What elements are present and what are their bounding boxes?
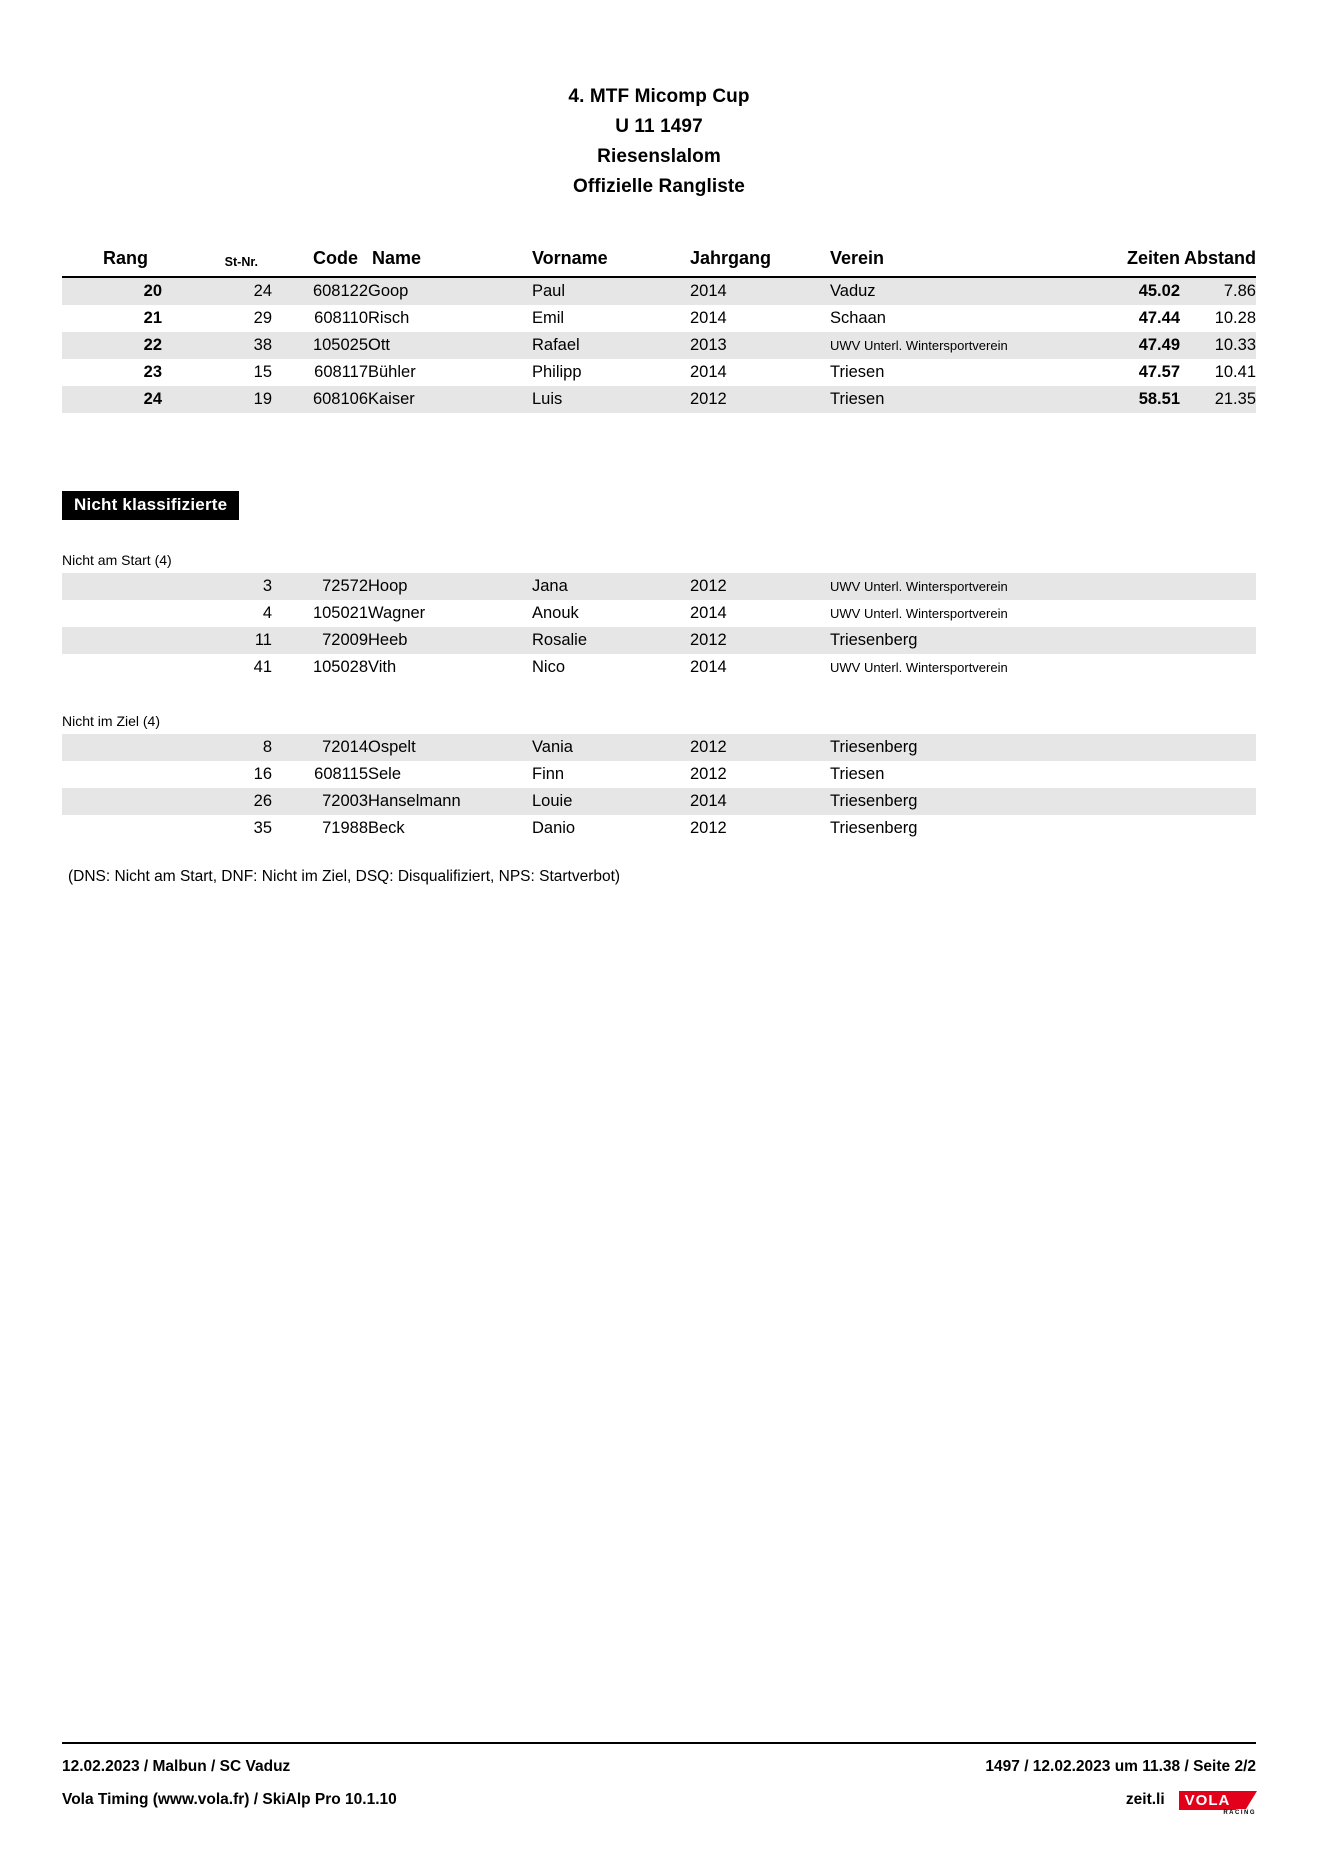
cell-stnr: 11: [162, 627, 272, 654]
cell-name: Kaiser: [368, 386, 532, 413]
cell-rang: [62, 573, 162, 600]
cell-verein: UWV Unterl. Wintersportverein: [830, 332, 1090, 359]
cell-code: 72014: [272, 734, 368, 761]
results-table: [62, 248, 1256, 413]
cell-vorname: Philipp: [532, 363, 582, 381]
vola-logo-icon: [1179, 1780, 1256, 1820]
cell-code: 72003: [272, 788, 368, 815]
cell-rang: [62, 734, 162, 761]
table-row: [62, 573, 1256, 600]
cell-abstand: [1180, 815, 1256, 842]
cell-stnr: 41: [253, 658, 272, 676]
column-header-abstand: Abstand: [1180, 248, 1256, 277]
cell-abstand: [1180, 627, 1256, 654]
cell-name: Risch: [368, 309, 410, 327]
results-table-header: [62, 248, 1256, 277]
cell-jahrgang: 2014: [690, 604, 727, 622]
cell-rang: [62, 788, 162, 815]
cell-code: 608122: [272, 277, 368, 305]
unclassified-section: [62, 491, 1256, 520]
cell-abstand: 21.35: [1180, 386, 1256, 413]
cell-verein: Triesenberg: [830, 627, 1090, 654]
cell-jahrgang: 2012: [690, 573, 830, 600]
page-title: [62, 0, 1256, 202]
footer-divider: [62, 1742, 1256, 1744]
cell-vorname: Jana: [532, 573, 690, 600]
legend-text: (DNS: Nicht am Start, DNF: Nicht im Ziel, DSQ: Disqualifiziert, NPS: Startverbot): [68, 868, 621, 885]
cell-rang: 20: [62, 277, 162, 305]
unclassified-groups: [62, 552, 1256, 842]
cell-code: 72009: [272, 627, 368, 654]
footer-page-info: 1497 / 12.02.2023 um 11.38 / Seite 2/2: [985, 1758, 1256, 1775]
cell-code: 71988: [322, 819, 368, 837]
cell-zeiten: [1090, 788, 1180, 815]
cell-stnr: 15: [253, 363, 272, 381]
cell-vorname: Danio: [532, 819, 576, 837]
cell-name: Bühler: [368, 363, 416, 381]
cell-zeiten: [1090, 627, 1180, 654]
cell-jahrgang: 2012: [690, 627, 830, 654]
cell-zeiten: 58.51: [1090, 386, 1180, 413]
column-header-rang: Rang: [62, 248, 162, 277]
title-line-4: Offizielle Rangliste: [573, 176, 745, 197]
cell-name: Wagner: [368, 604, 426, 622]
cell-verein: Vaduz: [830, 277, 1090, 305]
cell-stnr: 26: [162, 788, 272, 815]
cell-verein: UWV Unterl. Wintersportverein: [830, 660, 1008, 675]
cell-code: 608110: [314, 309, 368, 327]
cell-rang: 22: [62, 332, 162, 359]
cell-jahrgang: 2014: [690, 309, 727, 327]
cell-vorname: Paul: [532, 277, 690, 305]
table-row: [62, 788, 1256, 815]
cell-vorname: Nico: [532, 658, 566, 676]
cell-name: Ott: [368, 332, 532, 359]
cell-verein: Triesen: [830, 363, 885, 381]
cell-verein: Triesenberg: [830, 788, 1090, 815]
cell-rang: [62, 600, 162, 627]
cell-abstand: [1180, 734, 1256, 761]
table-row: [62, 815, 1256, 842]
cell-abstand: 10.28: [1214, 309, 1256, 327]
column-header-jahrgang: Jahrgang: [690, 248, 830, 277]
cell-zeiten: [1090, 654, 1180, 681]
column-header-zeiten: Zeiten: [1090, 248, 1180, 277]
cell-abstand: [1180, 788, 1256, 815]
cell-code: 105025: [272, 332, 368, 359]
results-table-body: [62, 277, 1256, 413]
cell-rang: 24: [62, 386, 162, 413]
cell-zeiten: 47.49: [1090, 332, 1180, 359]
cell-abstand: 7.86: [1180, 277, 1256, 305]
footer-row-top: [62, 1754, 1256, 1780]
cell-zeiten: [1090, 600, 1180, 627]
group-title: Nicht im Ziel (4): [62, 713, 161, 729]
cell-name: Sele: [368, 765, 402, 783]
table-row: [62, 277, 1256, 305]
cell-code: 608106: [272, 386, 368, 413]
cell-zeiten: 45.02: [1090, 277, 1180, 305]
cell-jahrgang: 2014: [690, 363, 727, 381]
cell-vorname: Louie: [532, 788, 690, 815]
table-row: [62, 734, 1256, 761]
cell-code: 105028: [312, 658, 368, 676]
cell-stnr: 4: [262, 604, 272, 622]
cell-zeiten: [1090, 815, 1180, 842]
cell-zeiten: [1090, 734, 1180, 761]
column-header-verein: Verein: [830, 248, 1090, 277]
cell-stnr: 8: [162, 734, 272, 761]
cell-rang: 21: [143, 309, 162, 327]
cell-stnr: 19: [162, 386, 272, 413]
cell-vorname: Finn: [532, 765, 565, 783]
table-row: [62, 761, 1256, 788]
cell-verein: Triesenberg: [830, 819, 918, 837]
cell-vorname: Emil: [532, 309, 565, 327]
cell-jahrgang: 2014: [690, 658, 727, 676]
cell-rang: [62, 627, 162, 654]
footer-event-info: 12.02.2023 / Malbun / SC Vaduz: [62, 1758, 291, 1775]
table-row: [62, 332, 1256, 359]
cell-verein: Triesen: [830, 386, 1090, 413]
cell-rang: [62, 654, 162, 681]
cell-name: Heeb: [368, 627, 532, 654]
cell-abstand: 10.33: [1180, 332, 1256, 359]
table-row: [62, 359, 1256, 386]
cell-stnr: 29: [253, 309, 272, 327]
column-header-code: Code: [272, 248, 368, 277]
group-title: Nicht am Start (4): [62, 552, 172, 568]
cell-vorname: Luis: [532, 386, 690, 413]
cell-name: Hoop: [368, 573, 532, 600]
cell-verein: UWV Unterl. Wintersportverein: [830, 573, 1090, 600]
cell-abstand: [1180, 573, 1256, 600]
cell-rang: 23: [143, 363, 162, 381]
cell-abstand: [1180, 654, 1256, 681]
cell-verein: Schaan: [830, 309, 886, 327]
cell-stnr: 35: [253, 819, 272, 837]
cell-code: 608115: [314, 765, 368, 783]
unclassified-table: [62, 573, 1256, 681]
cell-stnr: 3: [162, 573, 272, 600]
cell-name: Goop: [368, 277, 532, 305]
vola-logo-subtext: RACING: [1223, 1810, 1256, 1816]
cell-jahrgang: 2012: [690, 734, 830, 761]
cell-vorname: Vania: [532, 734, 690, 761]
cell-zeiten: [1090, 573, 1180, 600]
footer-row-bottom: [62, 1780, 1256, 1820]
cell-abstand: [1180, 600, 1256, 627]
cell-abstand: [1180, 761, 1256, 788]
table-row: [62, 305, 1256, 332]
cell-name: Ospelt: [368, 734, 532, 761]
table-row: [62, 654, 1256, 681]
table-row: [62, 627, 1256, 654]
cell-vorname: Rosalie: [532, 627, 690, 654]
cell-jahrgang: 2012: [690, 386, 830, 413]
cell-verein: UWV Unterl. Wintersportverein: [830, 606, 1008, 621]
cell-name: Beck: [368, 819, 405, 837]
cell-abstand: 10.41: [1214, 363, 1256, 381]
cell-rang: [62, 761, 162, 788]
column-header-vorname: Vorname: [532, 248, 690, 277]
table-row: [62, 386, 1256, 413]
cell-jahrgang: 2013: [690, 332, 830, 359]
page-footer: [62, 1742, 1256, 1820]
cell-stnr: 24: [162, 277, 272, 305]
cell-jahrgang: 2012: [690, 819, 727, 837]
cell-code: 105021: [312, 604, 368, 622]
column-header-name: Name: [368, 248, 532, 277]
footer-software-info: Vola Timing (www.vola.fr) / SkiAlp Pro 10.1.10: [62, 1791, 397, 1808]
cell-vorname: Anouk: [532, 604, 579, 622]
cell-jahrgang: 2014: [690, 277, 830, 305]
cell-zeiten: [1090, 761, 1180, 788]
cell-stnr: 16: [253, 765, 272, 783]
unclassified-table: [62, 734, 1256, 842]
vola-logo-text: VOLA: [1179, 1791, 1237, 1810]
footer-zeitli-label: zeit.li: [1125, 1791, 1165, 1808]
cell-verein: Triesenberg: [830, 734, 1090, 761]
title-line-2: U 11 1497: [615, 116, 703, 137]
cell-zeiten: 47.57: [1138, 363, 1180, 381]
title-line-3: Riesenslalom: [597, 146, 721, 167]
cell-stnr: 38: [162, 332, 272, 359]
cell-code: 72572: [272, 573, 368, 600]
cell-name: Hanselmann: [368, 788, 532, 815]
cell-jahrgang: 2014: [690, 788, 830, 815]
cell-code: 608117: [314, 363, 368, 381]
cell-rang: [62, 815, 162, 842]
cell-zeiten: 47.44: [1138, 309, 1180, 327]
unclassified-section-label: Nicht klassifizierte: [62, 491, 239, 520]
cell-vorname: Rafael: [532, 332, 690, 359]
table-row: [62, 600, 1256, 627]
cell-verein: Triesen: [830, 765, 885, 783]
cell-jahrgang: 2012: [690, 765, 727, 783]
cell-name: Vith: [368, 658, 397, 676]
title-line-1: 4. MTF Micomp Cup: [568, 86, 750, 107]
column-header-stnr: St-Nr.: [162, 248, 272, 277]
